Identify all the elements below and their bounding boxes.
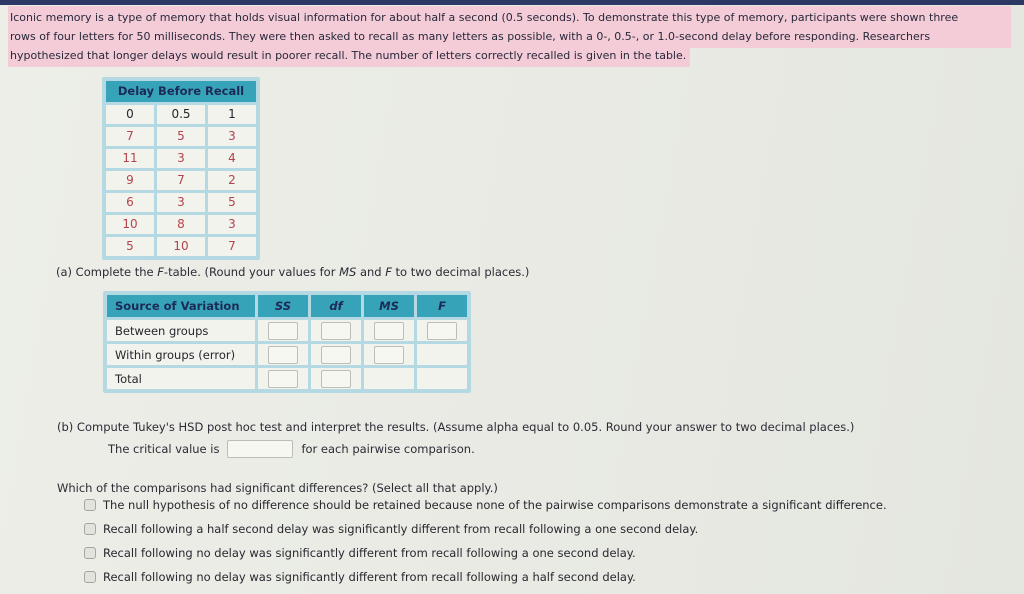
option-label: Recall following no delay was significantly different from recall following a one second delay. [103, 546, 636, 560]
delay-value-cell: 11 [106, 149, 154, 168]
f-cell-total-df [311, 368, 361, 389]
delay-value-cell: 7 [106, 127, 154, 146]
f-cell-within-df [311, 344, 361, 365]
option-checkbox[interactable] [84, 523, 96, 535]
total-df-input[interactable] [321, 370, 351, 388]
delay-value-cell: 3 [208, 215, 256, 234]
delay-value-cell: 6 [106, 193, 154, 212]
delay-value-cell: 8 [157, 215, 205, 234]
critical-value-input[interactable] [227, 440, 293, 458]
delay-value-cell: 7 [157, 171, 205, 190]
within-ss-input[interactable] [268, 346, 298, 364]
delay-value-cell: 5 [106, 237, 154, 256]
part-a-text: to two decimal places.) [391, 265, 530, 279]
highlighted-text: Iconic memory is a type of memory that holds visual information for about half a second (0.5 seconds). To demonstrate this type of memory, participants were shown three [8, 6, 1011, 29]
f-row-label-total: Total [107, 368, 255, 389]
problem-statement-line [8, 25, 1011, 44]
option-row[interactable] [84, 546, 887, 562]
f-table-header-ss: SS [258, 295, 308, 317]
critical-value-line [108, 440, 475, 458]
between-ms-input[interactable] [374, 322, 404, 340]
f-row-label-between: Between groups [107, 320, 255, 341]
option-checkbox[interactable] [84, 499, 96, 511]
delay-value-cell: 4 [208, 149, 256, 168]
delay-value-cell: 5 [157, 127, 205, 146]
delay-value-cell: 3 [157, 149, 205, 168]
f-cell-total-ms-empty [364, 368, 414, 389]
part-a-italic-f: F [385, 265, 392, 279]
part-a-instruction [56, 265, 529, 279]
within-df-input[interactable] [321, 346, 351, 364]
part-b-instruction: (b) Compute Tukey's HSD post hoc test and interpret the results. (Assume alpha equal to 0.05. Round your answer to two decimal places.) [57, 420, 855, 434]
f-table-header-ms: MS [364, 295, 414, 317]
option-label: The null hypothesis of no difference should be retained because none of the pairwise comparisons demonstrate a significant difference. [103, 498, 887, 512]
f-cell-within-ss [258, 344, 308, 365]
f-cell-between-f [417, 320, 467, 341]
comparisons-question: Which of the comparisons had significant differences? (Select all that apply.) [57, 481, 498, 495]
delay-col-header: 0.5 [157, 105, 205, 124]
f-cell-between-df [311, 320, 361, 341]
option-label: Recall following a half second delay was significantly different from recall following a one second delay. [103, 522, 699, 536]
f-cell-within-ms [364, 344, 414, 365]
delay-data-table [102, 77, 260, 260]
delay-value-cell: 3 [157, 193, 205, 212]
option-label: Recall following no delay was significantly different from recall following a half second delay. [103, 570, 636, 584]
delay-value-cell: 5 [208, 193, 256, 212]
f-table-header-source: Source of Variation [107, 295, 255, 317]
total-ss-input[interactable] [268, 370, 298, 388]
between-f-input[interactable] [427, 322, 457, 340]
delay-value-cell: 3 [208, 127, 256, 146]
option-row[interactable] [84, 522, 887, 538]
f-table [103, 291, 471, 393]
part-a-text: -table. (Round your values for [163, 265, 340, 279]
f-cell-total-f-empty [417, 368, 467, 389]
delay-value-cell: 10 [157, 237, 205, 256]
comparison-options [84, 498, 887, 594]
option-checkbox[interactable] [84, 547, 96, 559]
option-row[interactable] [84, 570, 887, 586]
highlighted-text: rows of four letters for 50 milliseconds. They were then asked to recall as many letters as possible, with a 0-, 0.5-, or 1.0-second delay before responding. Researchers [8, 25, 1011, 48]
part-a-italic-ms: MS [339, 265, 357, 279]
delay-col-header: 1 [208, 105, 256, 124]
f-cell-between-ss [258, 320, 308, 341]
option-checkbox[interactable] [84, 571, 96, 583]
part-a-text: (a) Complete the [56, 265, 158, 279]
option-row[interactable] [84, 498, 887, 514]
f-cell-total-ss [258, 368, 308, 389]
f-table-header-f: F [417, 295, 467, 317]
between-ss-input[interactable] [268, 322, 298, 340]
delay-value-cell: 7 [208, 237, 256, 256]
f-cell-within-f-empty [417, 344, 467, 365]
problem-statement-line [8, 6, 1011, 25]
top-window-edge [0, 0, 1024, 5]
critical-value-suffix: for each pairwise comparison. [301, 442, 475, 456]
between-df-input[interactable] [321, 322, 351, 340]
problem-statement [8, 6, 1011, 63]
delay-value-cell: 9 [106, 171, 154, 190]
part-a-text: and [356, 265, 386, 279]
f-table-header-df: df [311, 295, 361, 317]
f-cell-between-ms [364, 320, 414, 341]
delay-col-header: 0 [106, 105, 154, 124]
within-ms-input[interactable] [374, 346, 404, 364]
part-a-italic-f: F [157, 265, 164, 279]
critical-value-prefix: The critical value is [108, 442, 220, 456]
delay-table-title: Delay Before Recall [106, 81, 256, 102]
f-row-label-within: Within groups (error) [107, 344, 255, 365]
highlighted-text: hypothesized that longer delays would result in poorer recall. The number of letters correctly recalled is given in the table. [8, 44, 690, 67]
delay-value-cell: 2 [208, 171, 256, 190]
delay-value-cell: 10 [106, 215, 154, 234]
